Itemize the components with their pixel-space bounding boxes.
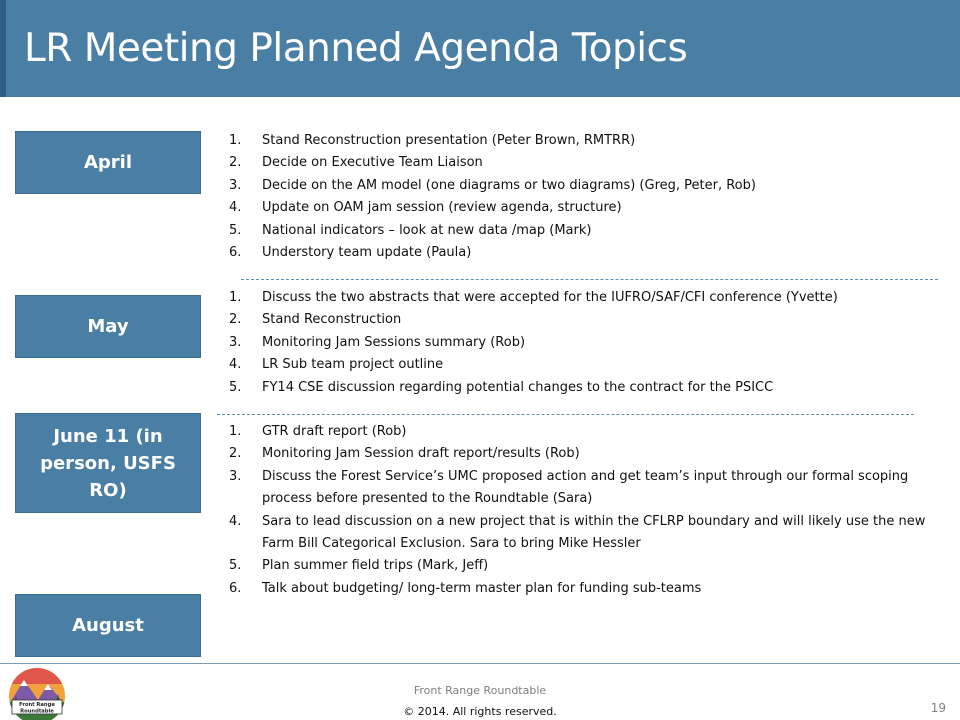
month-label: June 11 (in person, USFS RO) (40, 425, 176, 501)
list-item: 2. Monitoring Jam Session draft report/results (Rob) (229, 446, 580, 462)
list-item: 6. Talk about budgeting/ long-term master plan for funding sub-teams (229, 580, 702, 596)
section-divider (217, 414, 914, 415)
month-box-june (15, 413, 201, 513)
title-accent-stripe (0, 0, 6, 97)
svg-text:Front Range: Front Range (19, 702, 55, 708)
list-item: 4. Sara to lead discussion on a new project that is within the CFLRP boundary and will likely use the new Farm Bill Categorical Exclusion. Sara to bring Mike Hessler (229, 513, 926, 552)
list-item: 1. Stand Reconstruction presentation (Peter Brown, RMTRR) (229, 133, 636, 148)
title-bar (0, 0, 960, 97)
agenda-list-june (229, 421, 957, 600)
svg-text:Roundtable: Roundtable (20, 708, 54, 715)
list-item: 2. Stand Reconstruction (229, 312, 402, 328)
slide-title: LR Meeting Planned Agenda Topics (24, 26, 688, 71)
list-item: 3. Monitoring Jam Sessions summary (Rob) (229, 334, 526, 350)
month-label: August (72, 615, 144, 636)
month-label: May (87, 316, 129, 337)
list-item: 5. National indicators – look at new data /map (Mark) (229, 222, 592, 238)
section-divider (241, 279, 938, 280)
list-item: 1. GTR draft report (Rob) (229, 424, 407, 439)
list-item: 6. Understory team update (Paula) (229, 245, 472, 261)
list-item: 5. Plan summer field trips (Mark, Jeff) (229, 558, 489, 574)
footer-divider (0, 663, 960, 664)
month-box-may (15, 295, 201, 358)
agenda-list-may (229, 287, 957, 399)
list-item: 5. FY14 CSE discussion regarding potential changes to the contract for the PSICC (229, 379, 774, 395)
agenda-list-april (229, 130, 957, 264)
month-label: April (83, 152, 133, 173)
list-item: 4. LR Sub team project outline (229, 357, 444, 373)
list-item: 3. Decide on the AM model (one diagrams or two diagrams) (Greg, Peter, Rob) (229, 177, 756, 193)
month-box-august (15, 594, 201, 657)
list-item: 4. Update on OAM jam session (review agenda, structure) (229, 200, 622, 216)
page-number: 19 (930, 701, 946, 715)
list-item: 2. Decide on Executive Team Liaison (229, 155, 483, 171)
footer-copyright: © 2014. All rights reserved. (403, 705, 557, 718)
list-item: 3. Discuss the Forest Service’s UMC proposed action and get team’s input through our formal scoping process before presented to the Roundtable (Sara) (229, 468, 909, 507)
month-box-april (15, 131, 201, 194)
footer-organization: Front Range Roundtable (413, 684, 547, 697)
list-item: 1. Discuss the two abstracts that were accepted for the IUFRO/SAF/CFI conference (Yvette) (229, 290, 838, 305)
